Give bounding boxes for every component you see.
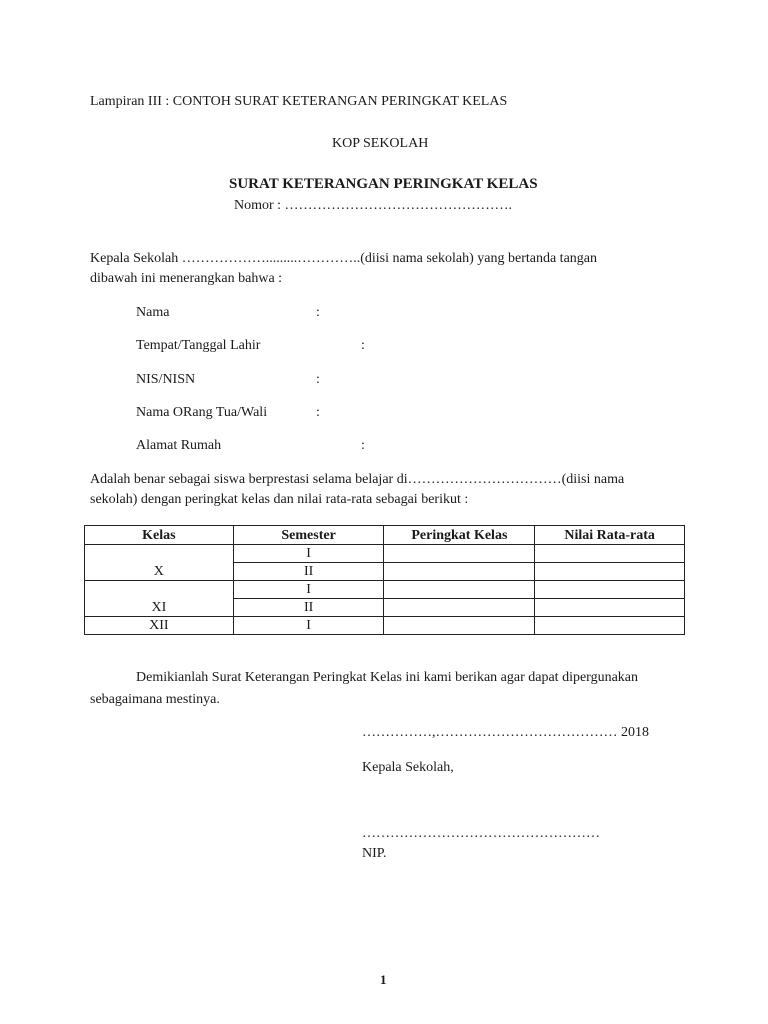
field-colon-nis: : [316,372,320,387]
statement-line-2: sekolah) dengan peringkat kelas dan nilai rata-rata sebagai berikut : [90,492,469,507]
intro-line-2: dibawah ini menerangkan bahwa : [90,271,283,286]
signature-role: Kepala Sekolah, [362,760,454,775]
semester-cell: I [233,545,384,563]
peringkat-cell [384,563,535,581]
attachment-title: Lampiran III : CONTOH SURAT KETERANGAN PERINGKAT KELAS [90,94,508,109]
statement-line-1: Adalah benar sebagai siswa berprestasi selama belajar di……………………………(diisi nama [90,472,625,487]
kelas-cell-xii: XII [85,617,234,635]
table-row [85,545,685,563]
field-colon-parent: : [316,405,320,420]
nilai-cell [535,599,685,617]
peringkat-cell [384,581,535,599]
grades-table [84,525,685,635]
header-nilai: Nilai Rata-rata [535,526,685,545]
letterhead: KOP SEKOLAH [332,136,429,151]
table-header-row [85,526,685,545]
nilai-cell [535,563,685,581]
closing-line-1: Demikianlah Surat Keterangan Peringkat Kelas ini kami berikan agar dapat dipergunakan [136,670,639,685]
field-colon-birth: : [361,338,365,353]
document-title: SURAT KETERANGAN PERINGKAT KELAS [229,176,538,192]
signature-name-line: …………………………………………… [362,826,600,841]
peringkat-cell [384,599,535,617]
nilai-cell [535,581,685,599]
nilai-cell [535,617,685,635]
header-semester: Semester [233,526,384,545]
header-peringkat: Peringkat Kelas [384,526,535,545]
semester-cell: I [233,617,384,635]
peringkat-cell [384,545,535,563]
field-label-parent: Nama ORang Tua/Wali [136,405,268,420]
kelas-cell-xi: XI [85,581,234,617]
field-colon-address: : [361,438,365,453]
page-number: 1 [380,972,387,987]
field-label-address: Alamat Rumah [136,438,222,453]
table-row [85,617,685,635]
header-kelas: Kelas [85,526,234,545]
peringkat-cell [384,617,535,635]
signature-nip: NIP. [362,846,387,861]
semester-cell: II [233,599,384,617]
document-number: Nomor : …………………………………………. [234,198,513,213]
field-label-nis: NIS/NISN [136,372,196,387]
semester-cell: I [233,581,384,599]
semester-cell: II [233,563,384,581]
field-colon-name: : [316,305,320,320]
signature-place-date: ……………,………………………………… 2018 [362,725,649,740]
field-label-birth: Tempat/Tanggal Lahir [136,338,261,353]
intro-line-1: Kepala Sekolah ……………….........…………..(diisi nama sekolah) yang bertanda tangan [90,251,597,266]
kelas-cell-x: X [85,545,234,581]
field-label-name: Nama [136,305,170,320]
nilai-cell [535,545,685,563]
table-row [85,581,685,599]
closing-line-2: sebagaimana mestinya. [90,692,220,707]
